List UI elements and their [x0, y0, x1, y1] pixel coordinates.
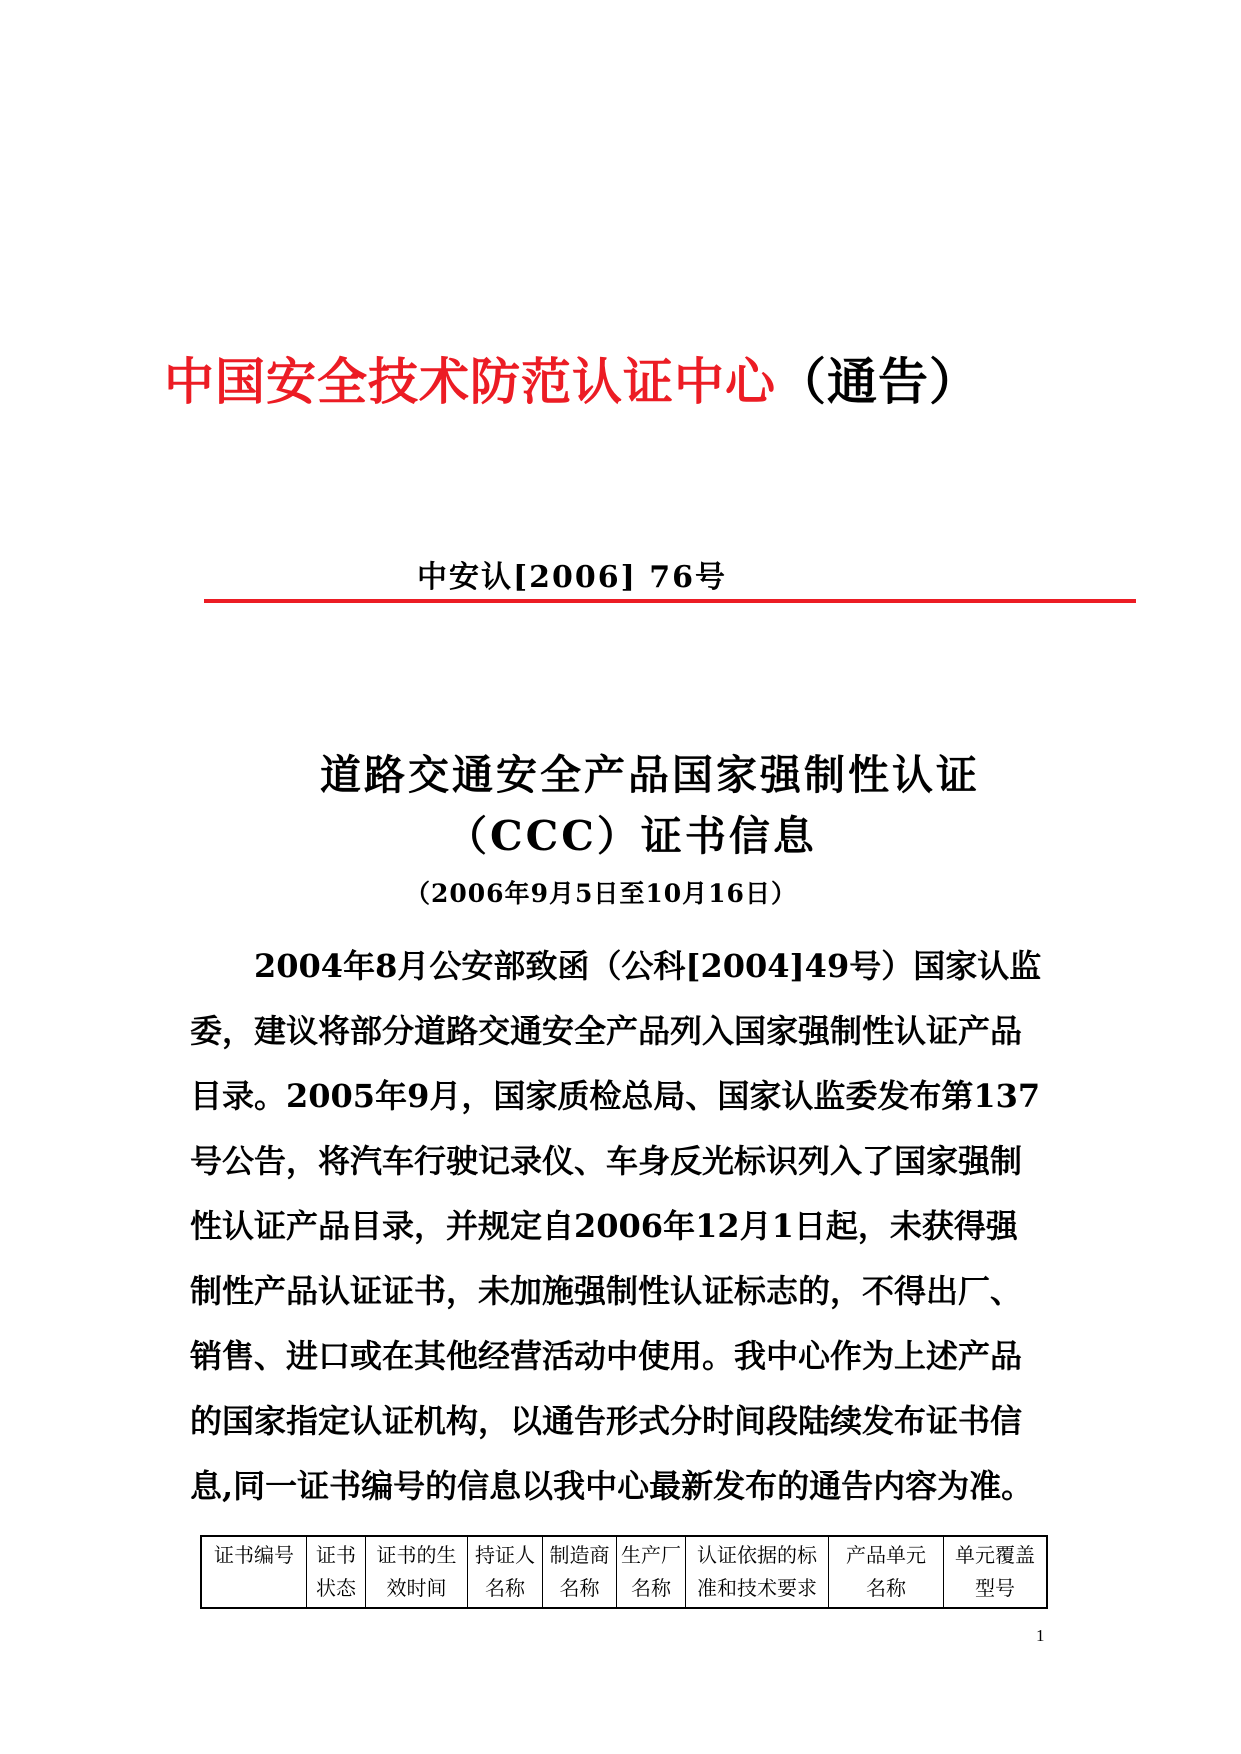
certificate-table	[200, 1535, 1048, 1609]
body-line: 委，建议将部分道路交通安全产品列入国家强制性认证产品	[190, 1012, 1023, 1050]
document-number: 中安认[2006] 76号	[416, 560, 728, 595]
body-line: 制性产品认证证书，未加施强制性认证标志的，不得出厂、	[190, 1272, 1023, 1310]
notice-tag: （通告）	[776, 352, 980, 411]
red-divider	[204, 599, 1136, 603]
col-standards: 认证依据的标 准和技术要求	[686, 1536, 829, 1608]
col-product-unit: 产品单元 名称	[829, 1536, 944, 1608]
body-line: 性认证产品目录，并规定自2006年12月1日起，未获得强	[190, 1207, 1018, 1245]
col-certificate-status: 证书 状态	[307, 1536, 366, 1608]
col-effective-date: 证书的生 效时间	[366, 1536, 468, 1608]
date-range: （2006年9月5日至10月16日）	[405, 879, 797, 908]
col-holder-name: 持证人 名称	[468, 1536, 543, 1608]
col-covered-models: 单元覆盖 型号	[944, 1536, 1048, 1608]
body-paragraph	[190, 934, 1050, 1519]
col-factory-name: 生产厂 名称	[617, 1536, 686, 1608]
col-manufacturer-name: 制造商 名称	[543, 1536, 617, 1608]
col-certificate-number: 证书编号	[201, 1536, 307, 1608]
body-line: 目录。2005年9月，国家质检总局、国家认监委发布第137	[190, 1077, 1041, 1115]
body-line: 息,同一证书编号的信息以我中心最新发布的通告内容为准。	[190, 1467, 1034, 1505]
document-title-line-1: 道路交通安全产品国家强制性认证	[320, 751, 980, 799]
body-line: 2004年8月公安部致函（公科[2004]49号）国家认监	[190, 947, 1042, 985]
table-header-row	[201, 1536, 1047, 1608]
body-line: 销售、进口或在其他经营活动中使用。我中心作为上述产品	[190, 1337, 1023, 1375]
page-number: 1	[1036, 1626, 1045, 1645]
document-title-line-2: （CCC）证书信息	[446, 812, 817, 860]
org-name: 中国安全技术防范认证中心	[164, 352, 776, 411]
header-title	[0, 342, 1144, 414]
body-line: 号公告，将汽车行驶记录仪、车身反光标识列入了国家强制	[190, 1142, 1023, 1180]
body-line: 的国家指定认证机构，以通告形式分时间段陆续发布证书信	[190, 1402, 1023, 1440]
